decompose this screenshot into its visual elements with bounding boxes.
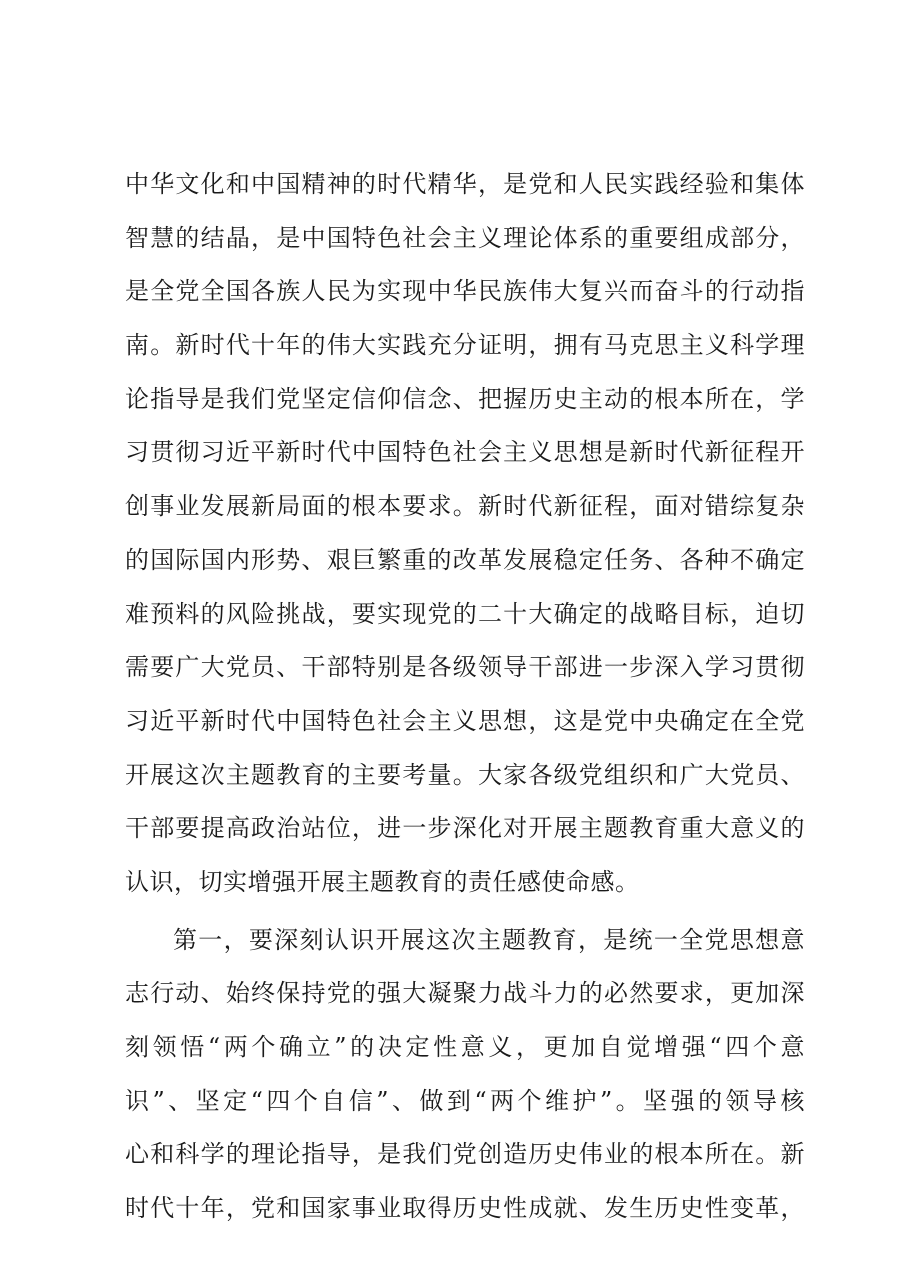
text-line: 时代十年，党和国家事业取得历史性成就、发生历史性变革，	[125, 1194, 805, 1223]
text-line: 习贯彻习近平新时代中国特色社会主义思想是新时代新征程开	[125, 438, 805, 467]
text-line: 干部要提高政治站位，进一步深化对开展主题教育重大意义的	[125, 814, 805, 843]
text-line: 开展这次主题教育的主要考量。大家各级党组织和广大党员、	[125, 760, 805, 789]
text-line: 是全党全国各族人民为实现中华民族伟大复兴而奋斗的行动指	[125, 277, 805, 306]
text-line: 中华文化和中国精神的时代精华，是党和人民实践经验和集体	[125, 170, 805, 198]
text-line: 南。新时代十年的伟大实践充分证明，拥有马克思主义科学理	[125, 331, 805, 360]
body-text	[125, 158, 805, 1236]
text-line: 第一，要深刻认识开展这次主题教育，是统一全党思想意	[173, 925, 805, 954]
paragraph-1	[125, 158, 805, 910]
text-line: 习近平新时代中国特色社会主义思想，这是党中央确定在全党	[125, 706, 805, 735]
paragraph-2	[125, 914, 805, 1236]
text-line: 创事业发展新局面的根本要求。新时代新征程，面对错综复杂	[125, 492, 805, 521]
text-line: 志行动、始终保持党的强大凝聚力战斗力的必然要求，更加深	[125, 979, 805, 1008]
text-line: 论指导是我们党坚定信仰信念、把握历史主动的根本所在，学	[125, 384, 805, 413]
text-line: 认识，切实增强开展主题教育的责任感使命感。	[125, 867, 640, 896]
text-line: 刻领悟“两个确立”的决定性意义，更加自觉增强“四个意	[125, 1033, 805, 1061]
text-line: 智慧的结晶，是中国特色社会主义理论体系的重要组成部分，	[125, 223, 805, 252]
text-line: 的国际国内形势、艰巨繁重的改革发展稳定任务、各种不确定	[125, 545, 805, 574]
text-line: 需要广大党员、干部特别是各级领导干部进一步深入学习贯彻	[125, 653, 805, 682]
text-line: 识”、坚定“四个自信”、做到“两个维护”。坚强的领导核	[125, 1086, 805, 1115]
text-line: 难预料的风险挑战，要实现党的二十大确定的战略目标，迫切	[125, 599, 805, 628]
text-line: 心和科学的理论指导，是我们党创造历史伟业的根本所在。新	[125, 1140, 805, 1169]
